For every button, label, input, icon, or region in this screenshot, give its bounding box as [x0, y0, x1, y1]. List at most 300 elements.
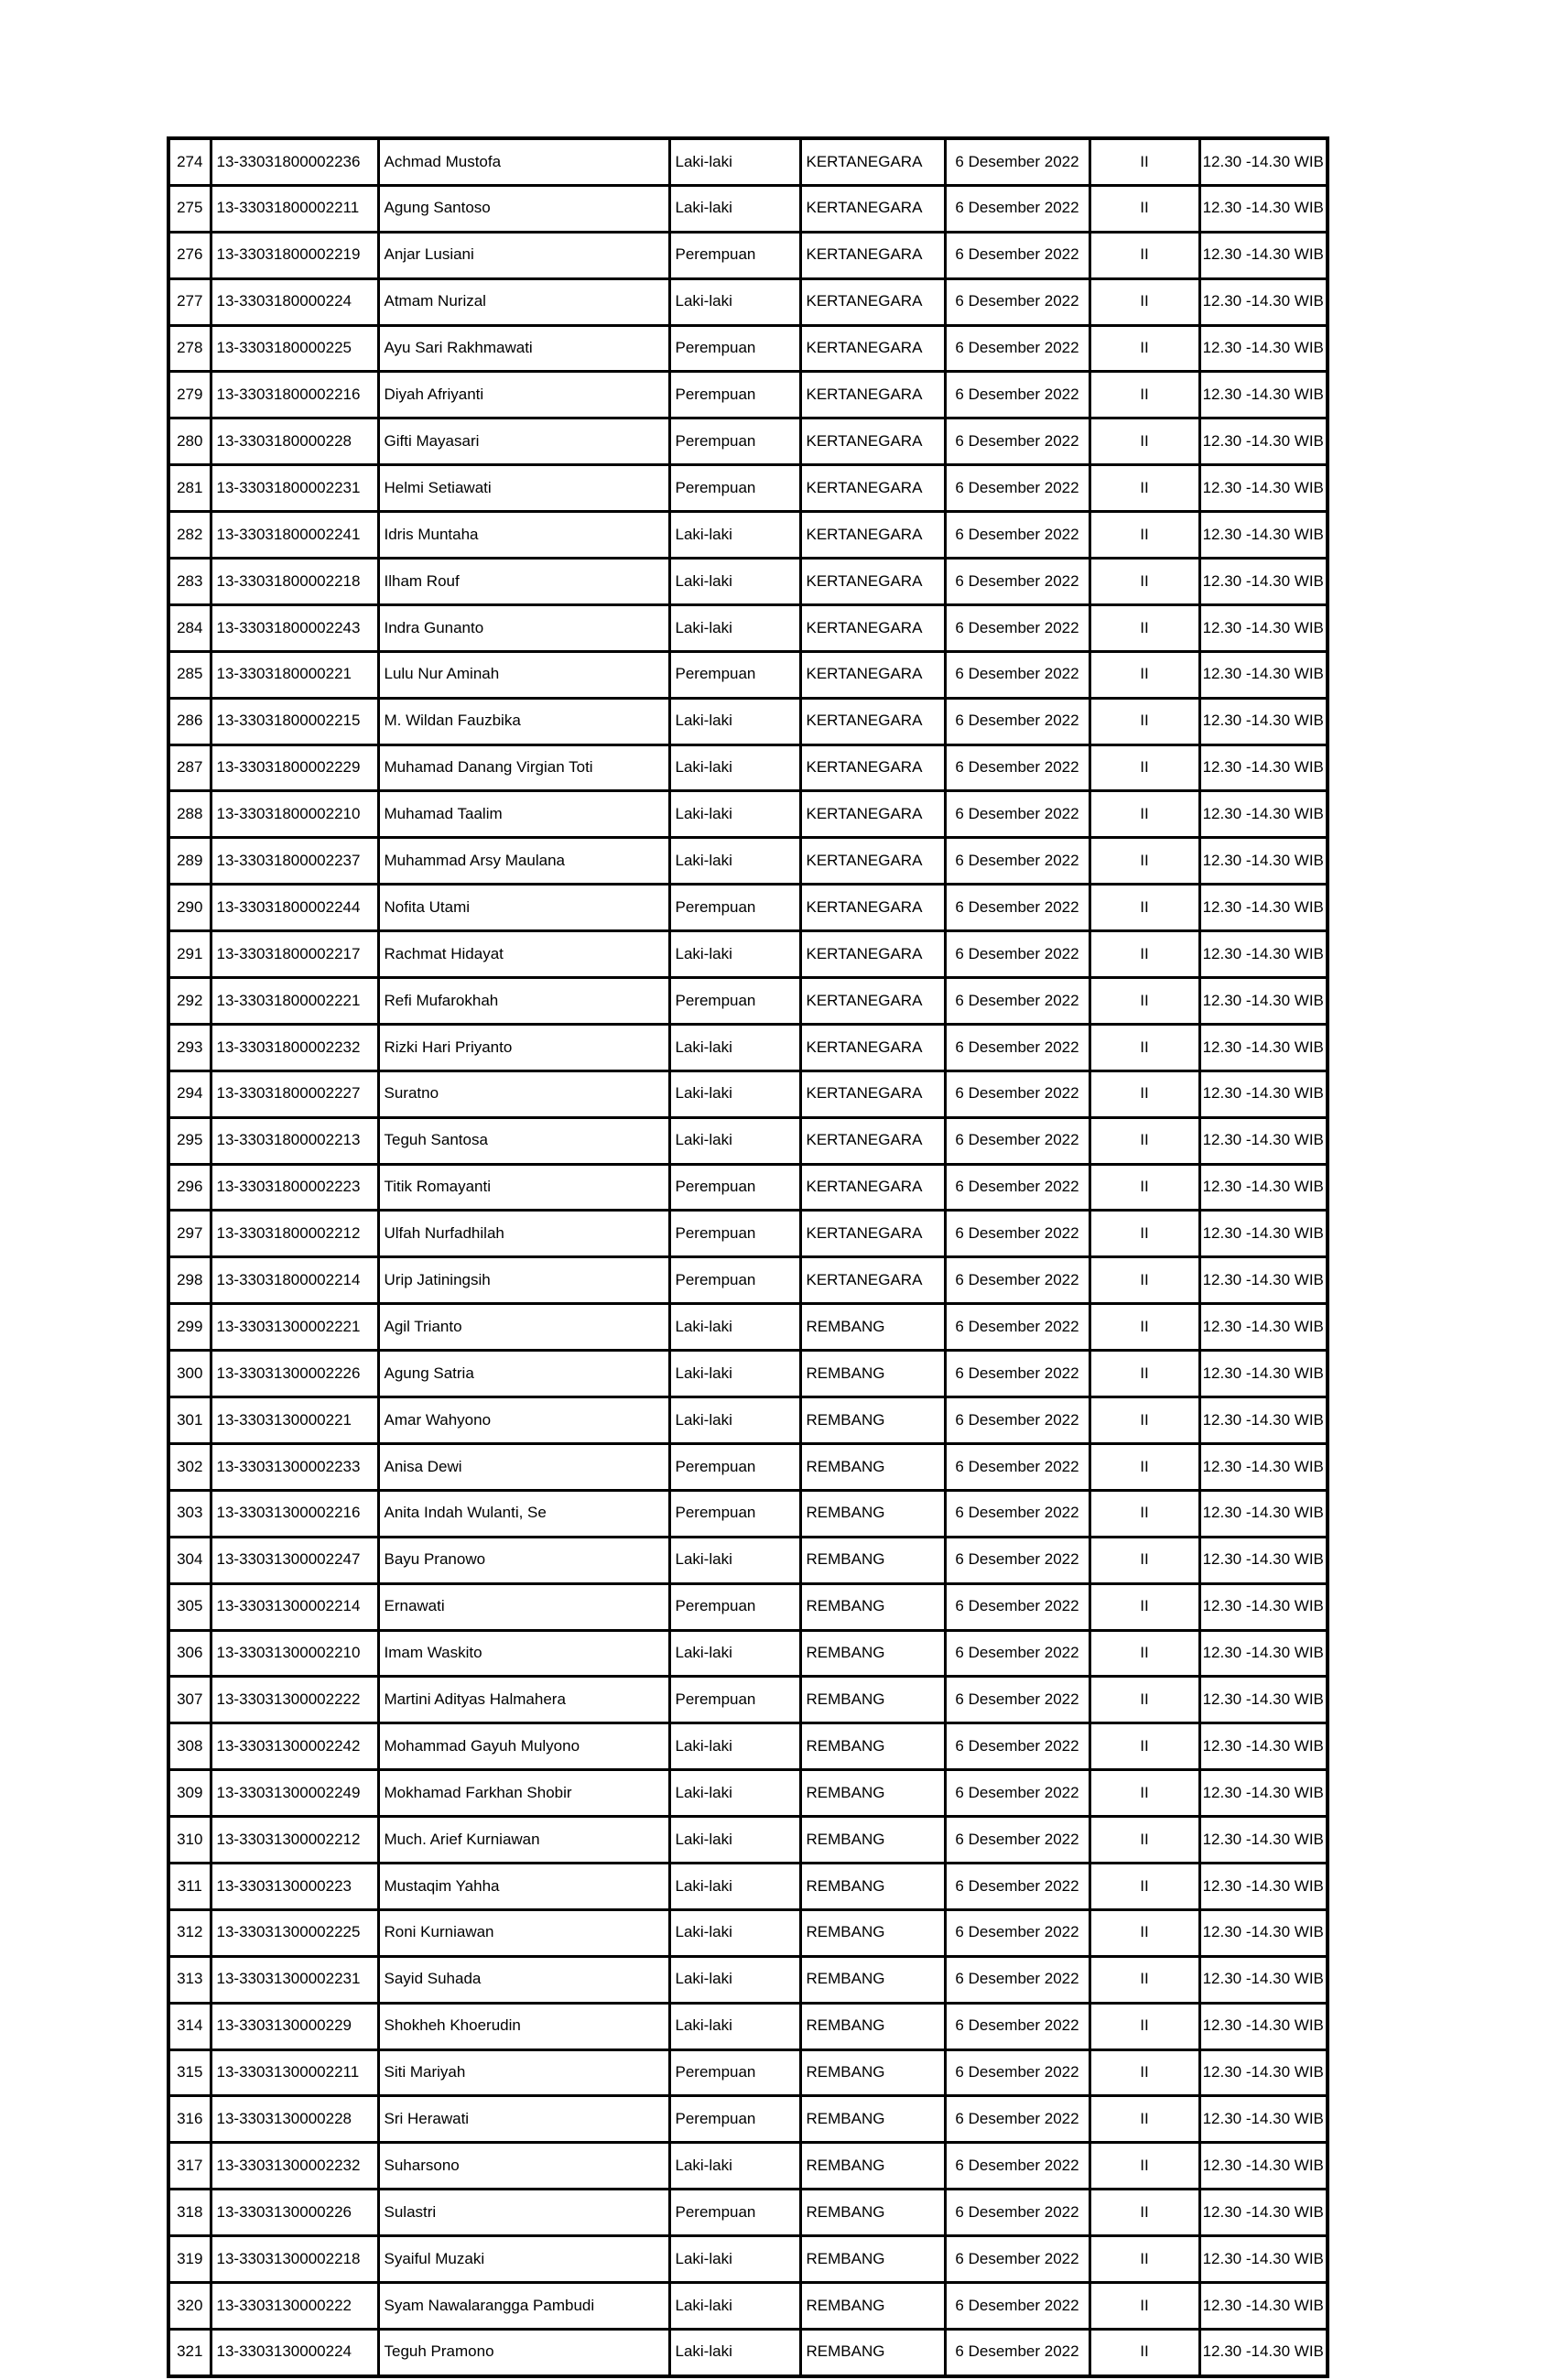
cell-gender: Laki-laki	[669, 1397, 800, 1444]
cell-time: 12.30 -14.30 WIB	[1199, 2236, 1328, 2283]
cell-time: 12.30 -14.30 WIB	[1199, 418, 1328, 465]
cell-row-number: 316	[168, 2096, 211, 2143]
cell-date: 6 Desember 2022	[945, 512, 1089, 559]
cell-participant-name: Shokheh Khoerudin	[378, 2003, 669, 2049]
cell-participant-name: Idris Muntaha	[378, 512, 669, 559]
cell-session: II	[1089, 1583, 1199, 1630]
cell-time: 12.30 -14.30 WIB	[1199, 1770, 1328, 1817]
cell-location: REMBANG	[800, 1863, 945, 1909]
table-row	[168, 465, 1328, 512]
cell-gender: Laki-laki	[669, 2143, 800, 2190]
cell-participant-id: 13-33031800002211	[211, 185, 378, 232]
table-row	[168, 2190, 1328, 2236]
cell-gender: Laki-laki	[669, 744, 800, 791]
cell-date: 6 Desember 2022	[945, 1909, 1089, 1956]
cell-date: 6 Desember 2022	[945, 2003, 1089, 2049]
cell-session: II	[1089, 278, 1199, 325]
cell-gender: Laki-laki	[669, 278, 800, 325]
cell-date: 6 Desember 2022	[945, 604, 1089, 651]
cell-participant-id: 13-33031800002218	[211, 559, 378, 605]
cell-session: II	[1089, 1770, 1199, 1817]
cell-session: II	[1089, 1304, 1199, 1351]
cell-location: KERTANEGARA	[800, 744, 945, 791]
cell-session: II	[1089, 744, 1199, 791]
cell-gender: Perempuan	[669, 1257, 800, 1304]
cell-row-number: 297	[168, 1211, 211, 1257]
cell-participant-name: Anita Indah Wulanti, Se	[378, 1490, 669, 1537]
cell-time: 12.30 -14.30 WIB	[1199, 1630, 1328, 1677]
cell-participant-id: 13-3303130000224	[211, 2329, 378, 2375]
cell-gender: Laki-laki	[669, 1770, 800, 1817]
table-row	[168, 1351, 1328, 1397]
cell-date: 6 Desember 2022	[945, 325, 1089, 372]
cell-session: II	[1089, 1537, 1199, 1583]
cell-session: II	[1089, 1677, 1199, 1723]
cell-time: 12.30 -14.30 WIB	[1199, 372, 1328, 418]
cell-participant-name: Mokhamad Farkhan Shobir	[378, 1770, 669, 1817]
cell-location: REMBANG	[800, 2190, 945, 2236]
cell-gender: Perempuan	[669, 1164, 800, 1211]
cell-location: REMBANG	[800, 1304, 945, 1351]
table-row	[168, 838, 1328, 885]
cell-time: 12.30 -14.30 WIB	[1199, 1909, 1328, 1956]
cell-location: REMBANG	[800, 2096, 945, 2143]
cell-time: 12.30 -14.30 WIB	[1199, 1583, 1328, 1630]
table-row	[168, 1257, 1328, 1304]
cell-location: KERTANEGARA	[800, 1257, 945, 1304]
cell-session: II	[1089, 2096, 1199, 2143]
cell-row-number: 298	[168, 1257, 211, 1304]
cell-participant-id: 13-33031800002241	[211, 512, 378, 559]
cell-date: 6 Desember 2022	[945, 1257, 1089, 1304]
cell-time: 12.30 -14.30 WIB	[1199, 698, 1328, 744]
cell-location: KERTANEGARA	[800, 1164, 945, 1211]
cell-time: 12.30 -14.30 WIB	[1199, 465, 1328, 512]
cell-participant-name: Teguh Santosa	[378, 1117, 669, 1164]
table-row	[168, 1490, 1328, 1537]
table-row	[168, 791, 1328, 838]
cell-row-number: 296	[168, 1164, 211, 1211]
cell-time: 12.30 -14.30 WIB	[1199, 1956, 1328, 2003]
cell-participant-id: 13-3303130000229	[211, 2003, 378, 2049]
cell-participant-id: 13-33031300002233	[211, 1443, 378, 1490]
cell-participant-id: 13-33031800002212	[211, 1211, 378, 1257]
cell-participant-id: 13-33031800002231	[211, 465, 378, 512]
cell-location: REMBANG	[800, 1770, 945, 1817]
cell-gender: Laki-laki	[669, 698, 800, 744]
cell-session: II	[1089, 1723, 1199, 1770]
cell-gender: Laki-laki	[669, 1630, 800, 1677]
cell-gender: Laki-laki	[669, 185, 800, 232]
cell-row-number: 314	[168, 2003, 211, 2049]
cell-date: 6 Desember 2022	[945, 372, 1089, 418]
cell-date: 6 Desember 2022	[945, 1211, 1089, 1257]
cell-gender: Perempuan	[669, 2096, 800, 2143]
cell-time: 12.30 -14.30 WIB	[1199, 1070, 1328, 1117]
cell-gender: Perempuan	[669, 978, 800, 1025]
cell-location: REMBANG	[800, 1956, 945, 2003]
cell-gender: Laki-laki	[669, 1304, 800, 1351]
cell-participant-id: 13-33031300002218	[211, 2236, 378, 2283]
cell-participant-id: 13-33031800002237	[211, 838, 378, 885]
cell-participant-name: Much. Arief Kurniawan	[378, 1817, 669, 1864]
table-row	[168, 278, 1328, 325]
cell-session: II	[1089, 1863, 1199, 1909]
cell-session: II	[1089, 138, 1199, 185]
cell-date: 6 Desember 2022	[945, 278, 1089, 325]
cell-participant-id: 13-33031800002216	[211, 372, 378, 418]
cell-time: 12.30 -14.30 WIB	[1199, 1257, 1328, 1304]
cell-row-number: 321	[168, 2329, 211, 2375]
cell-session: II	[1089, 2282, 1199, 2329]
cell-row-number: 274	[168, 138, 211, 185]
cell-row-number: 286	[168, 698, 211, 744]
cell-row-number: 278	[168, 325, 211, 372]
cell-time: 12.30 -14.30 WIB	[1199, 744, 1328, 791]
cell-row-number: 285	[168, 651, 211, 698]
cell-row-number: 294	[168, 1070, 211, 1117]
cell-location: REMBANG	[800, 1677, 945, 1723]
table-row	[168, 1630, 1328, 1677]
cell-participant-id: 13-3303130000228	[211, 2096, 378, 2143]
cell-location: KERTANEGARA	[800, 931, 945, 978]
cell-session: II	[1089, 1443, 1199, 1490]
table-row	[168, 1537, 1328, 1583]
cell-participant-name: Muhammad Arsy Maulana	[378, 838, 669, 885]
cell-session: II	[1089, 1117, 1199, 1164]
cell-participant-name: Ulfah Nurfadhilah	[378, 1211, 669, 1257]
cell-gender: Laki-laki	[669, 1117, 800, 1164]
cell-location: KERTANEGARA	[800, 559, 945, 605]
cell-location: KERTANEGARA	[800, 232, 945, 278]
cell-row-number: 302	[168, 1443, 211, 1490]
table-row	[168, 1863, 1328, 1909]
cell-location: KERTANEGARA	[800, 1070, 945, 1117]
cell-date: 6 Desember 2022	[945, 1583, 1089, 1630]
cell-row-number: 282	[168, 512, 211, 559]
cell-time: 12.30 -14.30 WIB	[1199, 1351, 1328, 1397]
table-row	[168, 2049, 1328, 2096]
cell-location: REMBANG	[800, 1723, 945, 1770]
cell-session: II	[1089, 2143, 1199, 2190]
cell-date: 6 Desember 2022	[945, 744, 1089, 791]
cell-location: REMBANG	[800, 1583, 945, 1630]
cell-time: 12.30 -14.30 WIB	[1199, 2329, 1328, 2375]
cell-date: 6 Desember 2022	[945, 1304, 1089, 1351]
cell-participant-name: Lulu Nur Aminah	[378, 651, 669, 698]
table-body	[168, 138, 1328, 2376]
cell-session: II	[1089, 838, 1199, 885]
cell-row-number: 288	[168, 791, 211, 838]
cell-participant-id: 13-33031800002210	[211, 791, 378, 838]
cell-date: 6 Desember 2022	[945, 2236, 1089, 2283]
cell-time: 12.30 -14.30 WIB	[1199, 2049, 1328, 2096]
cell-participant-id: 13-33031300002249	[211, 1770, 378, 1817]
cell-gender: Laki-laki	[669, 138, 800, 185]
cell-location: KERTANEGARA	[800, 465, 945, 512]
cell-location: KERTANEGARA	[800, 138, 945, 185]
cell-participant-name: Amar Wahyono	[378, 1397, 669, 1444]
cell-gender: Laki-laki	[669, 931, 800, 978]
cell-participant-name: Muhamad Danang Virgian Toti	[378, 744, 669, 791]
cell-location: KERTANEGARA	[800, 1117, 945, 1164]
cell-date: 6 Desember 2022	[945, 838, 1089, 885]
participant-schedule-table	[167, 136, 1329, 2378]
cell-gender: Laki-laki	[669, 1909, 800, 1956]
cell-participant-id: 13-3303130000226	[211, 2190, 378, 2236]
cell-gender: Perempuan	[669, 325, 800, 372]
table-row	[168, 2096, 1328, 2143]
table-row	[168, 512, 1328, 559]
cell-row-number: 308	[168, 1723, 211, 1770]
cell-row-number: 319	[168, 2236, 211, 2283]
cell-row-number: 279	[168, 372, 211, 418]
cell-participant-name: Bayu Pranowo	[378, 1537, 669, 1583]
cell-row-number: 277	[168, 278, 211, 325]
cell-row-number: 287	[168, 744, 211, 791]
cell-participant-name: Agung Satria	[378, 1351, 669, 1397]
cell-participant-id: 13-33031300002212	[211, 1817, 378, 1864]
table-row	[168, 1583, 1328, 1630]
cell-time: 12.30 -14.30 WIB	[1199, 1024, 1328, 1070]
cell-row-number: 303	[168, 1490, 211, 1537]
cell-date: 6 Desember 2022	[945, 1397, 1089, 1444]
cell-session: II	[1089, 1024, 1199, 1070]
cell-participant-id: 13-33031300002214	[211, 1583, 378, 1630]
cell-time: 12.30 -14.30 WIB	[1199, 1817, 1328, 1864]
cell-participant-id: 13-3303130000223	[211, 1863, 378, 1909]
table-row	[168, 2003, 1328, 2049]
table-row	[168, 1164, 1328, 1211]
cell-gender: Perempuan	[669, 651, 800, 698]
cell-session: II	[1089, 698, 1199, 744]
table-row	[168, 604, 1328, 651]
cell-location: KERTANEGARA	[800, 885, 945, 931]
cell-date: 6 Desember 2022	[945, 2190, 1089, 2236]
cell-time: 12.30 -14.30 WIB	[1199, 885, 1328, 931]
cell-row-number: 300	[168, 1351, 211, 1397]
table-row	[168, 744, 1328, 791]
cell-session: II	[1089, 1630, 1199, 1677]
cell-date: 6 Desember 2022	[945, 1723, 1089, 1770]
cell-participant-name: Anjar Lusiani	[378, 232, 669, 278]
table-row	[168, 2236, 1328, 2283]
table-row	[168, 372, 1328, 418]
cell-time: 12.30 -14.30 WIB	[1199, 138, 1328, 185]
cell-gender: Perempuan	[669, 1677, 800, 1723]
cell-participant-name: Mohammad Gayuh Mulyono	[378, 1723, 669, 1770]
cell-participant-id: 13-33031300002211	[211, 2049, 378, 2096]
cell-participant-name: Sri Herawati	[378, 2096, 669, 2143]
cell-session: II	[1089, 1909, 1199, 1956]
cell-participant-id: 13-33031800002217	[211, 931, 378, 978]
cell-location: REMBANG	[800, 1351, 945, 1397]
table-row	[168, 1304, 1328, 1351]
cell-location: REMBANG	[800, 1490, 945, 1537]
cell-gender: Laki-laki	[669, 791, 800, 838]
cell-row-number: 295	[168, 1117, 211, 1164]
cell-time: 12.30 -14.30 WIB	[1199, 1164, 1328, 1211]
cell-date: 6 Desember 2022	[945, 2329, 1089, 2375]
cell-time: 12.30 -14.30 WIB	[1199, 1117, 1328, 1164]
cell-gender: Perempuan	[669, 1211, 800, 1257]
cell-participant-id: 13-33031800002219	[211, 232, 378, 278]
cell-gender: Perempuan	[669, 465, 800, 512]
cell-session: II	[1089, 791, 1199, 838]
cell-location: KERTANEGARA	[800, 1211, 945, 1257]
cell-participant-name: Teguh Pramono	[378, 2329, 669, 2375]
cell-date: 6 Desember 2022	[945, 1956, 1089, 2003]
cell-location: KERTANEGARA	[800, 418, 945, 465]
cell-date: 6 Desember 2022	[945, 1351, 1089, 1397]
table-row	[168, 1117, 1328, 1164]
cell-row-number: 301	[168, 1397, 211, 1444]
table-row	[168, 1397, 1328, 1444]
cell-participant-id: 13-3303180000225	[211, 325, 378, 372]
cell-gender: Perempuan	[669, 2049, 800, 2096]
cell-session: II	[1089, 1257, 1199, 1304]
cell-session: II	[1089, 1070, 1199, 1117]
cell-gender: Laki-laki	[669, 1863, 800, 1909]
cell-session: II	[1089, 512, 1199, 559]
cell-session: II	[1089, 465, 1199, 512]
cell-gender: Perempuan	[669, 372, 800, 418]
cell-participant-name: Suratno	[378, 1070, 669, 1117]
cell-time: 12.30 -14.30 WIB	[1199, 1490, 1328, 1537]
table-row	[168, 1677, 1328, 1723]
cell-participant-name: Martini Adityas Halmahera	[378, 1677, 669, 1723]
cell-participant-name: Gifti Mayasari	[378, 418, 669, 465]
cell-row-number: 311	[168, 1863, 211, 1909]
cell-row-number: 307	[168, 1677, 211, 1723]
cell-date: 6 Desember 2022	[945, 465, 1089, 512]
cell-session: II	[1089, 885, 1199, 931]
cell-participant-id: 13-33031800002229	[211, 744, 378, 791]
cell-session: II	[1089, 1490, 1199, 1537]
cell-participant-name: Ilham Rouf	[378, 559, 669, 605]
cell-time: 12.30 -14.30 WIB	[1199, 1443, 1328, 1490]
cell-time: 12.30 -14.30 WIB	[1199, 1304, 1328, 1351]
cell-date: 6 Desember 2022	[945, 1117, 1089, 1164]
cell-gender: Laki-laki	[669, 1351, 800, 1397]
cell-location: KERTANEGARA	[800, 698, 945, 744]
cell-participant-name: Suharsono	[378, 2143, 669, 2190]
cell-row-number: 299	[168, 1304, 211, 1351]
cell-session: II	[1089, 1164, 1199, 1211]
cell-date: 6 Desember 2022	[945, 1443, 1089, 1490]
cell-session: II	[1089, 2049, 1199, 2096]
cell-location: REMBANG	[800, 1909, 945, 1956]
cell-row-number: 280	[168, 418, 211, 465]
cell-location: REMBANG	[800, 2282, 945, 2329]
cell-participant-name: Nofita Utami	[378, 885, 669, 931]
cell-participant-id: 13-3303130000222	[211, 2282, 378, 2329]
cell-participant-name: Titik Romayanti	[378, 1164, 669, 1211]
cell-gender: Laki-laki	[669, 2003, 800, 2049]
cell-session: II	[1089, 325, 1199, 372]
cell-participant-id: 13-33031800002214	[211, 1257, 378, 1304]
cell-row-number: 304	[168, 1537, 211, 1583]
cell-location: KERTANEGARA	[800, 512, 945, 559]
cell-participant-id: 13-33031300002210	[211, 1630, 378, 1677]
cell-row-number: 281	[168, 465, 211, 512]
table-row	[168, 1211, 1328, 1257]
cell-location: KERTANEGARA	[800, 1024, 945, 1070]
cell-location: REMBANG	[800, 1817, 945, 1864]
cell-session: II	[1089, 604, 1199, 651]
cell-location: REMBANG	[800, 2003, 945, 2049]
cell-date: 6 Desember 2022	[945, 2143, 1089, 2190]
cell-session: II	[1089, 185, 1199, 232]
cell-gender: Laki-laki	[669, 559, 800, 605]
cell-gender: Laki-laki	[669, 604, 800, 651]
cell-date: 6 Desember 2022	[945, 2049, 1089, 2096]
cell-participant-id: 13-33031800002215	[211, 698, 378, 744]
cell-time: 12.30 -14.30 WIB	[1199, 2190, 1328, 2236]
cell-row-number: 320	[168, 2282, 211, 2329]
cell-participant-name: Syam Nawalarangga Pambudi	[378, 2282, 669, 2329]
cell-gender: Perempuan	[669, 418, 800, 465]
cell-date: 6 Desember 2022	[945, 791, 1089, 838]
cell-participant-id: 13-33031800002227	[211, 1070, 378, 1117]
cell-time: 12.30 -14.30 WIB	[1199, 651, 1328, 698]
cell-date: 6 Desember 2022	[945, 1630, 1089, 1677]
cell-date: 6 Desember 2022	[945, 1770, 1089, 1817]
table-row	[168, 2329, 1328, 2375]
cell-session: II	[1089, 2236, 1199, 2283]
cell-row-number: 284	[168, 604, 211, 651]
cell-gender: Laki-laki	[669, 1070, 800, 1117]
cell-gender: Laki-laki	[669, 1723, 800, 1770]
cell-row-number: 317	[168, 2143, 211, 2190]
cell-session: II	[1089, 2003, 1199, 2049]
cell-gender: Laki-laki	[669, 1817, 800, 1864]
cell-date: 6 Desember 2022	[945, 185, 1089, 232]
cell-participant-name: Urip Jatiningsih	[378, 1257, 669, 1304]
cell-row-number: 305	[168, 1583, 211, 1630]
cell-participant-id: 13-33031300002222	[211, 1677, 378, 1723]
cell-gender: Laki-laki	[669, 1024, 800, 1070]
cell-date: 6 Desember 2022	[945, 1537, 1089, 1583]
cell-participant-name: Diyah Afriyanti	[378, 372, 669, 418]
cell-date: 6 Desember 2022	[945, 2096, 1089, 2143]
cell-participant-id: 13-33031800002221	[211, 978, 378, 1025]
cell-participant-id: 13-33031300002226	[211, 1351, 378, 1397]
cell-session: II	[1089, 2190, 1199, 2236]
table-row	[168, 2282, 1328, 2329]
table-row	[168, 418, 1328, 465]
table-row	[168, 698, 1328, 744]
cell-participant-id: 13-33031300002242	[211, 1723, 378, 1770]
cell-participant-name: Syaiful Muzaki	[378, 2236, 669, 2283]
cell-gender: Perempuan	[669, 1443, 800, 1490]
cell-participant-id: 13-33031800002243	[211, 604, 378, 651]
cell-session: II	[1089, 1211, 1199, 1257]
cell-location: REMBANG	[800, 1537, 945, 1583]
cell-participant-name: Agil Trianto	[378, 1304, 669, 1351]
table-row	[168, 559, 1328, 605]
cell-row-number: 292	[168, 978, 211, 1025]
cell-time: 12.30 -14.30 WIB	[1199, 1677, 1328, 1723]
cell-participant-id: 13-33031300002247	[211, 1537, 378, 1583]
cell-gender: Laki-laki	[669, 512, 800, 559]
cell-date: 6 Desember 2022	[945, 559, 1089, 605]
cell-date: 6 Desember 2022	[945, 1024, 1089, 1070]
table-row	[168, 138, 1328, 185]
cell-location: KERTANEGARA	[800, 372, 945, 418]
cell-session: II	[1089, 232, 1199, 278]
cell-row-number: 318	[168, 2190, 211, 2236]
